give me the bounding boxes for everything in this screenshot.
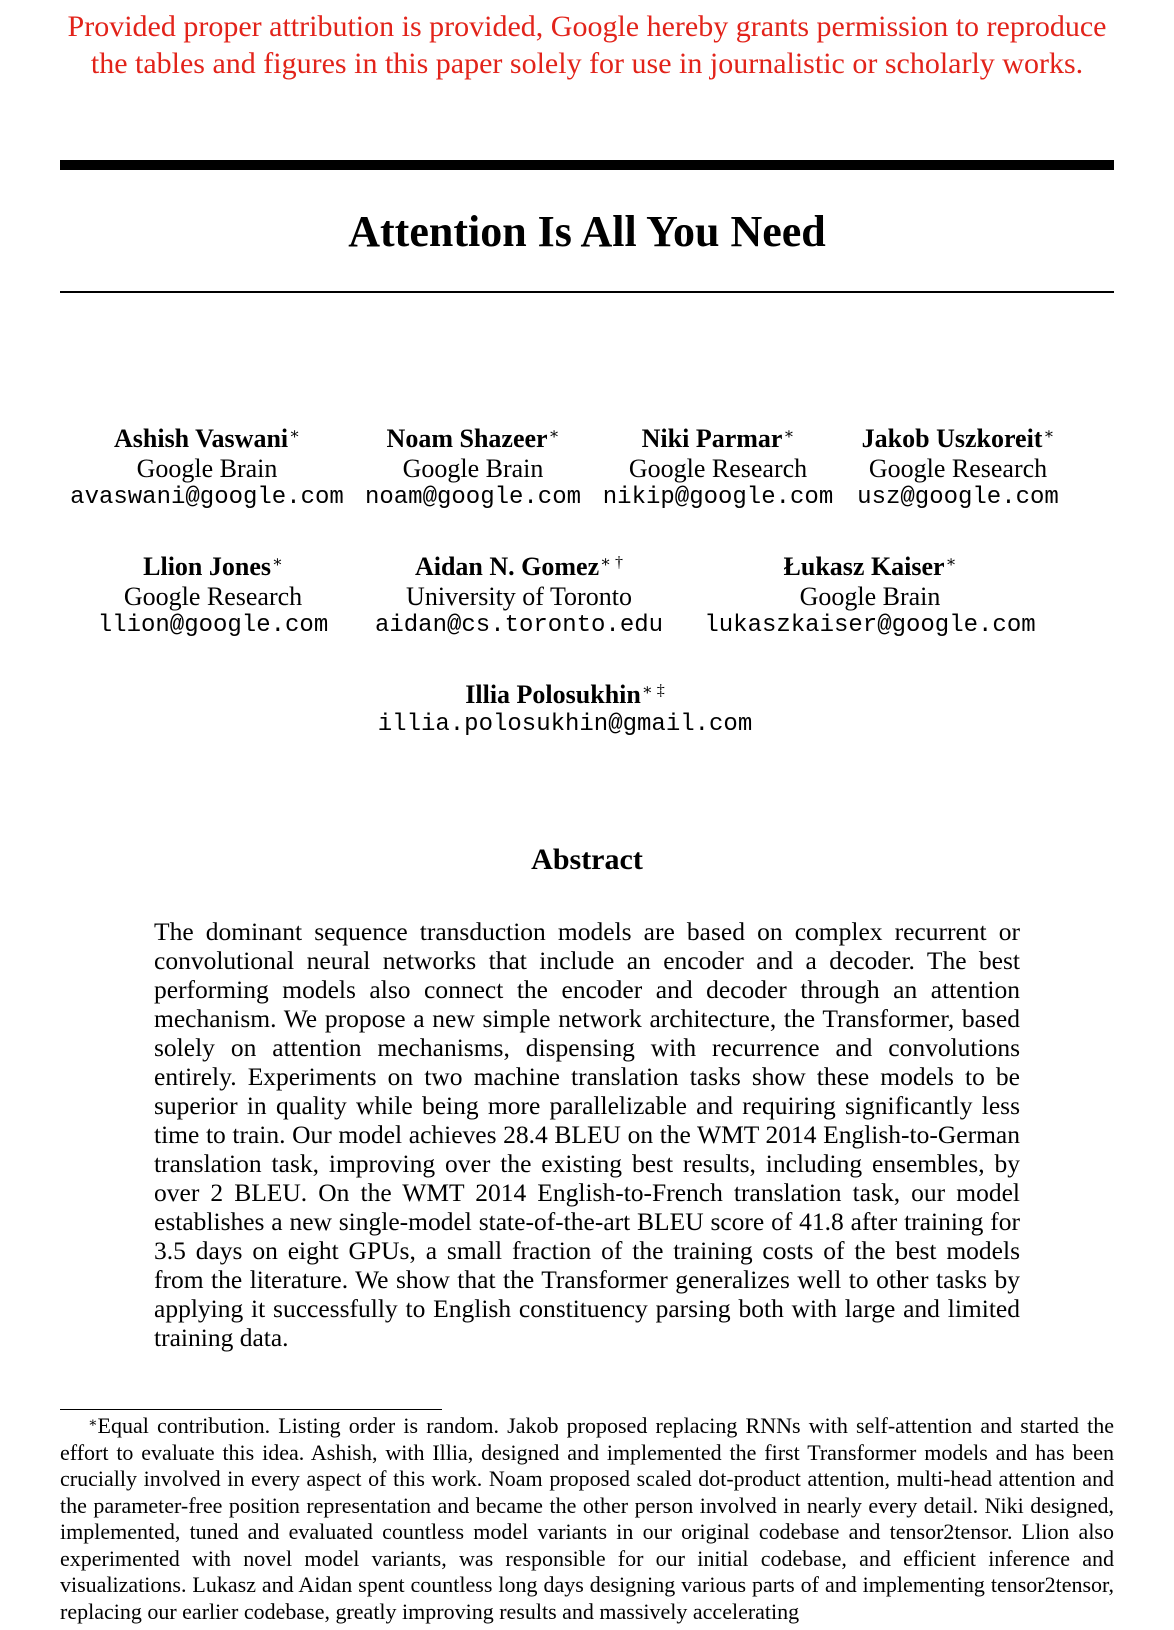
permission-notice: Provided proper attribution is provided, Google hereby grants permission to reproduce the tables and figures in this paper solely for use in journalistic or scholarly works. bbox=[67, 10, 1107, 80]
author-block bbox=[378, 680, 752, 740]
author-name: Noam Shazeer∗ bbox=[386, 424, 560, 453]
author-affiliation: Google Brain bbox=[136, 454, 278, 483]
author-affiliation: Google Research bbox=[868, 454, 1048, 483]
author-email: usz@google.com bbox=[857, 484, 1059, 511]
author-block bbox=[365, 424, 581, 513]
author-block bbox=[70, 424, 344, 513]
author-block bbox=[857, 424, 1059, 513]
footnote-rule bbox=[60, 1409, 442, 1410]
author-email: avaswani@google.com bbox=[70, 484, 344, 511]
paper-title: Attention Is All You Need bbox=[348, 207, 826, 256]
author-block bbox=[704, 552, 1035, 641]
author-email: illia.polosukhin@gmail.com bbox=[377, 711, 753, 738]
author-email: llion@google.com bbox=[97, 612, 329, 639]
author-affiliation: Google Research bbox=[123, 582, 303, 611]
author-name: Llion Jones∗ bbox=[143, 552, 283, 581]
author-block bbox=[98, 552, 328, 641]
abstract-text: The dominant sequence transduction models are based on complex recurrent or convolutional neural networks that include an encoder and a decoder. The best performing models also connect the encoder and decoder through an attention mechanism. We propose a new simple network architecture, the Transformer, based solely on attention mechanisms, dispensing with recurrence and convolutions entirely. Experiments on two machine translation tasks show these models to be superior in quality while being more parallelizable and requiring significantly less time to train. Our model achieves 28.4 BLEU on the WMT 2014 English-to-German translation task, improving over the existing best results, including ensembles, by over 2 BLEU. On the WMT 2014 English-to-French translation task, our model establishes a new single-model state-of-the-art BLEU score of 41.8 after training for 3.5 days on eight GPUs, a small fraction of the training costs of the best models from the literature. We show that the Transformer generalizes well to other tasks by applying it successfully to English constituency parsing both with large and limited training data. bbox=[154, 917, 1020, 1352]
author-name: Aidan N. Gomez∗ † bbox=[414, 552, 624, 581]
author-block bbox=[375, 552, 663, 641]
author-email: nikip@google.com bbox=[602, 484, 834, 511]
author-affiliation: Google Brain bbox=[402, 454, 544, 483]
abstract-heading: Abstract bbox=[531, 843, 643, 876]
author-affiliation: Google Research bbox=[628, 454, 808, 483]
author-name: Ashish Vaswani∗ bbox=[113, 424, 301, 453]
author-affiliation: Google Brain bbox=[799, 582, 941, 611]
author-email: aidan@cs.toronto.edu bbox=[374, 612, 664, 639]
footnote-text: Equal contribution. Listing order is random. Jakob proposed replacing RNNs with self-attention and started the effort to evaluate this idea. Ashish, with Illia, designed and implemented the first Transformer models and has been crucially involved in every aspect of this work. Noam proposed scaled dot-product attention, multi-head attention and the parameter-free position representation and became the other person involved in nearly every detail. Niki designed, implemented, tuned and evaluated countless model variants in our original codebase and tensor2tensor. Llion also experimented with novel model variants, was responsible for our initial codebase, and efficient inference and visualizations. Lukasz and Aidan spent countless long days designing various parts of and implementing tensor2tensor, replacing our earlier codebase, greatly improving results and massively accelerating bbox=[60, 1413, 1114, 1624]
author-affiliation: University of Toronto bbox=[406, 582, 632, 611]
footnote-marker: ∗ bbox=[88, 1416, 98, 1431]
author-name: Niki Parmar∗ bbox=[641, 424, 795, 453]
footnote bbox=[60, 1413, 1114, 1625]
author-block bbox=[603, 424, 833, 513]
author-email: noam@google.com bbox=[364, 484, 582, 511]
author-name: Illia Polosukhin∗ ‡ bbox=[465, 680, 665, 709]
title-bottom-rule bbox=[60, 291, 1114, 293]
author-name: Jakob Uszkoreit∗ bbox=[861, 424, 1055, 453]
author-name: Łukasz Kaiser∗ bbox=[783, 552, 957, 581]
author-email: lukaszkaiser@google.com bbox=[704, 612, 1036, 639]
title-top-rule bbox=[60, 160, 1114, 170]
